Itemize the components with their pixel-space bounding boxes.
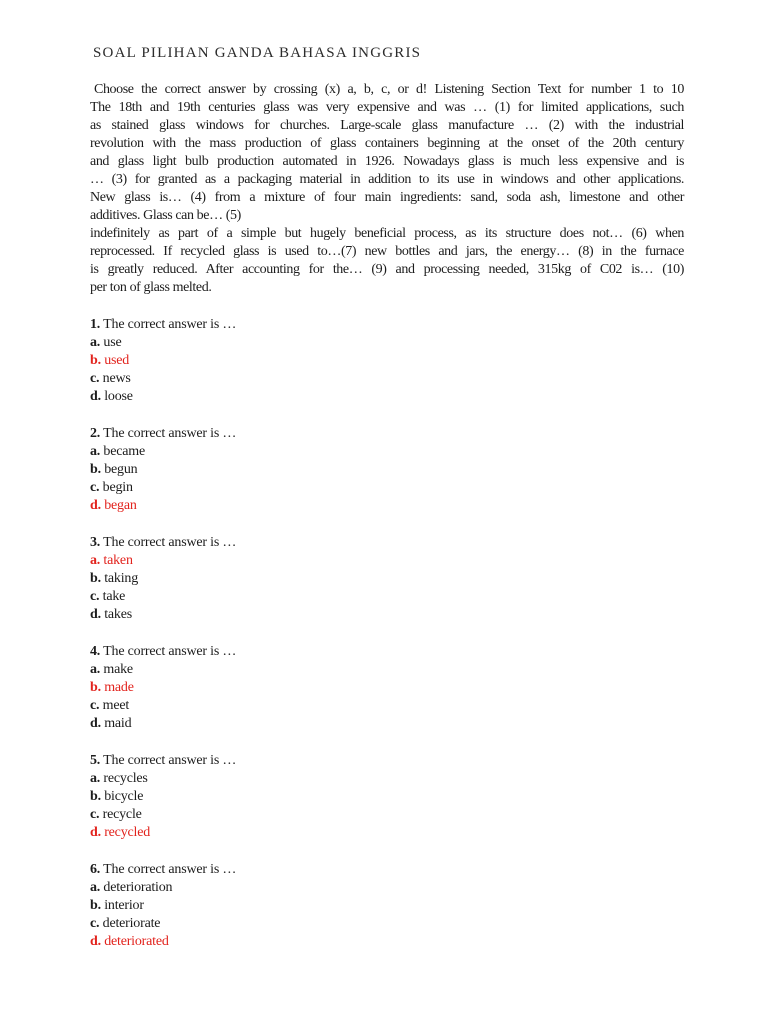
option-letter: c. bbox=[90, 589, 100, 604]
option-text: began bbox=[104, 498, 137, 513]
option-text: recycles bbox=[103, 771, 148, 786]
option-row bbox=[90, 479, 684, 497]
passage-line: additives. Glass can be… (5) bbox=[90, 208, 241, 223]
option-letter: d. bbox=[90, 716, 101, 731]
page-title: SOAL PILIHAN GANDA BAHASA INGGRIS bbox=[93, 45, 422, 61]
passage-paragraph bbox=[90, 81, 684, 225]
question-number: 2. bbox=[90, 426, 101, 441]
passage-line: as stained glass windows for churches. Large-scale glass manufacture … (2) with the industrial bbox=[90, 118, 684, 133]
question-prompt: The correct answer is … bbox=[103, 535, 237, 550]
question-block bbox=[90, 643, 684, 733]
passage-line: indefinitely as part of a simple but hugely beneficial process, as its structure does not… (6) when bbox=[90, 226, 684, 241]
passage-line: The 18th and 19th centuries glass was very expensive and was … (1) for limited applications, such bbox=[90, 100, 684, 115]
question-header bbox=[90, 425, 684, 443]
option-letter: d. bbox=[90, 498, 101, 513]
option-letter: d. bbox=[90, 607, 101, 622]
option-row bbox=[90, 679, 684, 697]
option-text: deterioration bbox=[103, 880, 173, 895]
question-block bbox=[90, 861, 684, 951]
option-text: use bbox=[103, 335, 122, 350]
option-text: became bbox=[103, 444, 145, 459]
option-text: bicycle bbox=[104, 789, 144, 804]
option-letter: a. bbox=[90, 335, 101, 350]
option-text: begin bbox=[102, 480, 133, 495]
option-row bbox=[90, 588, 684, 606]
option-letter: c. bbox=[90, 480, 100, 495]
question-header bbox=[90, 752, 684, 770]
option-row bbox=[90, 897, 684, 915]
option-letter: a. bbox=[90, 444, 101, 459]
option-letter: b. bbox=[90, 353, 101, 368]
question-block bbox=[90, 752, 684, 842]
document-content bbox=[90, 44, 684, 951]
passage-line: reprocessed. If recycled glass is used to…(7) new bottles and jars, the energy… (8) in the furnace bbox=[90, 244, 684, 259]
option-row bbox=[90, 497, 684, 515]
option-text: takes bbox=[104, 607, 132, 622]
option-text: make bbox=[103, 662, 133, 677]
option-letter: a. bbox=[90, 880, 101, 895]
option-letter: b. bbox=[90, 680, 101, 695]
option-letter: c. bbox=[90, 916, 100, 931]
option-row bbox=[90, 915, 684, 933]
question-header bbox=[90, 316, 684, 334]
option-row bbox=[90, 461, 684, 479]
option-text: maid bbox=[104, 716, 132, 731]
option-row bbox=[90, 715, 684, 733]
option-text: begun bbox=[104, 462, 138, 477]
question-number: 4. bbox=[90, 644, 101, 659]
question-number: 6. bbox=[90, 862, 101, 877]
option-row bbox=[90, 606, 684, 624]
passage bbox=[90, 81, 684, 297]
option-letter: d. bbox=[90, 934, 101, 949]
passage-line: Choose the correct answer by crossing (x) a, b, c, or d! Listening Section Text for number 1 to 10 bbox=[94, 82, 684, 97]
passage-line: revolution with the mass production of glass containers beginning at the onset of the 20th century bbox=[90, 136, 684, 151]
option-letter: b. bbox=[90, 462, 101, 477]
question-block bbox=[90, 425, 684, 515]
question-header bbox=[90, 534, 684, 552]
option-text: made bbox=[104, 680, 134, 695]
option-row bbox=[90, 388, 684, 406]
option-letter: a. bbox=[90, 662, 101, 677]
option-text: news bbox=[102, 371, 131, 386]
option-text: recycle bbox=[102, 807, 142, 822]
questions bbox=[90, 316, 684, 951]
question-block bbox=[90, 316, 684, 406]
option-text: take bbox=[102, 589, 126, 604]
option-text: recycled bbox=[104, 825, 151, 840]
option-letter: b. bbox=[90, 571, 101, 586]
option-row bbox=[90, 806, 684, 824]
option-letter: c. bbox=[90, 698, 100, 713]
option-text: taken bbox=[103, 553, 133, 568]
question-prompt: The correct answer is … bbox=[103, 426, 237, 441]
option-letter: c. bbox=[90, 807, 100, 822]
option-letter: d. bbox=[90, 825, 101, 840]
option-letter: a. bbox=[90, 553, 101, 568]
option-letter: a. bbox=[90, 771, 101, 786]
option-text: deteriorated bbox=[104, 934, 169, 949]
passage-paragraph bbox=[90, 225, 684, 297]
option-row bbox=[90, 788, 684, 806]
passage-line: New glass is… (4) from a mixture of four main ingredients: sand, soda ash, limestone and other bbox=[90, 190, 684, 205]
option-text: used bbox=[104, 353, 130, 368]
option-row bbox=[90, 352, 684, 370]
option-row bbox=[90, 933, 684, 951]
option-text: meet bbox=[102, 698, 130, 713]
option-row bbox=[90, 879, 684, 897]
question-header bbox=[90, 861, 684, 879]
option-text: deteriorate bbox=[102, 916, 161, 931]
option-row bbox=[90, 770, 684, 788]
passage-line: and glass light bulb production automated in 1926. Nowadays glass is much less expensive and is bbox=[90, 154, 684, 169]
question-prompt: The correct answer is … bbox=[103, 862, 237, 877]
option-letter: d. bbox=[90, 389, 101, 404]
question-number: 1. bbox=[90, 317, 101, 332]
option-row bbox=[90, 570, 684, 588]
option-row bbox=[90, 443, 684, 461]
option-row bbox=[90, 334, 684, 352]
option-text: taking bbox=[104, 571, 138, 586]
option-row bbox=[90, 370, 684, 388]
option-row bbox=[90, 824, 684, 842]
passage-line: … (3) for granted as a packaging material in addition to its use in windows and other applications. bbox=[90, 172, 684, 187]
option-row bbox=[90, 661, 684, 679]
option-text: loose bbox=[104, 389, 133, 404]
question-block bbox=[90, 534, 684, 624]
question-prompt: The correct answer is … bbox=[103, 753, 237, 768]
passage-line: per ton of glass melted. bbox=[90, 280, 212, 295]
option-letter: b. bbox=[90, 789, 101, 804]
question-prompt: The correct answer is … bbox=[103, 317, 237, 332]
option-letter: b. bbox=[90, 898, 101, 913]
question-number: 5. bbox=[90, 753, 101, 768]
option-letter: c. bbox=[90, 371, 100, 386]
option-text: interior bbox=[104, 898, 144, 913]
question-number: 3. bbox=[90, 535, 101, 550]
option-row bbox=[90, 552, 684, 570]
passage-line: is greatly reduced. After accounting for the… (9) and processing needed, 315kg of C02 is… (10) bbox=[90, 262, 684, 277]
option-row bbox=[90, 697, 684, 715]
question-header bbox=[90, 643, 684, 661]
question-prompt: The correct answer is … bbox=[103, 644, 237, 659]
